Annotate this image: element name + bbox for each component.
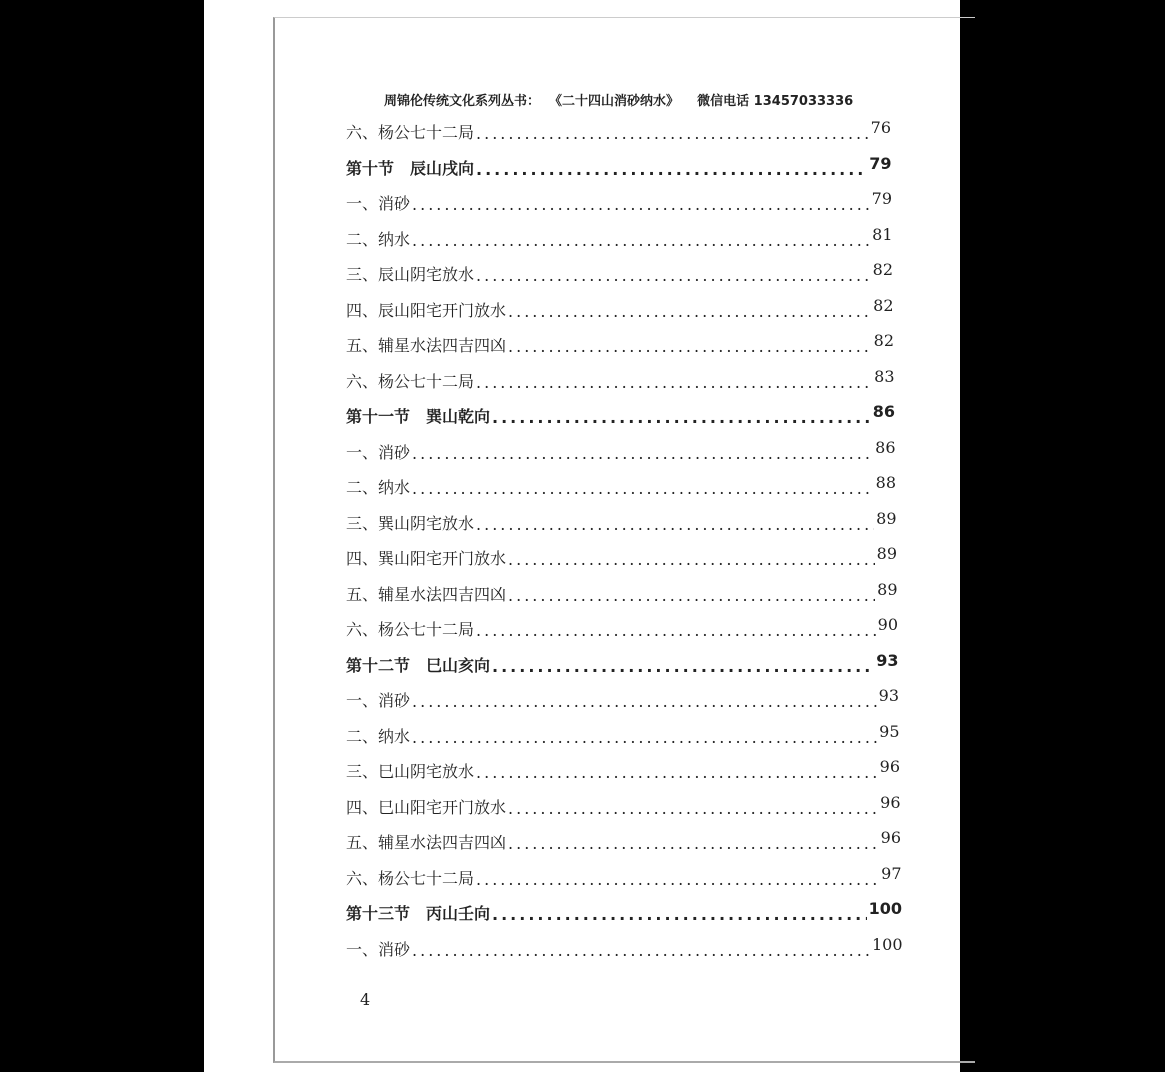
toc-entry bbox=[346, 504, 897, 534]
leader-dots bbox=[476, 160, 867, 179]
leader-dots bbox=[412, 692, 877, 711]
toc-entry bbox=[346, 362, 895, 392]
toc-entry-title: 二、纳水 bbox=[346, 726, 411, 746]
toc-entry bbox=[346, 930, 903, 960]
toc-entry-title: 第十二节 巳山亥向 bbox=[346, 655, 491, 675]
page-number: 4 bbox=[360, 990, 371, 1009]
toc-entry bbox=[346, 468, 896, 498]
leader-dots bbox=[476, 266, 871, 285]
leader-dots bbox=[412, 941, 870, 960]
leader-dots bbox=[476, 515, 874, 534]
toc-entry-title: 四、巳山阳宅开门放水 bbox=[346, 797, 507, 817]
toc-entry bbox=[346, 539, 897, 569]
toc-entry-page: 96 bbox=[880, 828, 901, 847]
toc-entry-page: 76 bbox=[870, 118, 891, 137]
leader-dots bbox=[412, 444, 873, 463]
toc-entry bbox=[346, 575, 898, 605]
toc-entry-title: 六、杨公七十二局 bbox=[346, 123, 475, 142]
toc-entry-page: 97 bbox=[881, 863, 902, 883]
toc-entry-page: 89 bbox=[877, 579, 898, 599]
toc-entry bbox=[346, 788, 901, 818]
toc-entry-title: 六、杨公七十二局 bbox=[346, 620, 475, 639]
toc-entry-page: 89 bbox=[876, 544, 897, 563]
toc-entry bbox=[346, 433, 896, 463]
toc-entry-page: 83 bbox=[874, 366, 895, 386]
toc-section-entry bbox=[346, 149, 892, 179]
toc-entry-page: 86 bbox=[872, 402, 895, 421]
toc-entry-page: 100 bbox=[871, 934, 903, 954]
leader-dots bbox=[476, 373, 872, 392]
toc-entry-page: 81 bbox=[872, 224, 893, 244]
toc-entry bbox=[346, 291, 894, 321]
toc-entry-page: 88 bbox=[875, 473, 896, 492]
toc-entry bbox=[346, 255, 893, 285]
toc-entry-page: 95 bbox=[879, 721, 900, 741]
toc-entry-title: 五、辅星水法四吉四凶 bbox=[346, 833, 507, 852]
leader-dots bbox=[476, 870, 879, 889]
leader-dots bbox=[412, 728, 877, 747]
toc-entry-title: 二、纳水 bbox=[346, 478, 411, 497]
leader-dots bbox=[492, 657, 874, 676]
toc-entry-page: 93 bbox=[876, 650, 899, 670]
leader-dots bbox=[508, 586, 875, 605]
leader-dots bbox=[412, 231, 870, 250]
toc-entry-title: 第十节 辰山戌向 bbox=[346, 158, 475, 178]
toc-entry bbox=[346, 859, 902, 889]
running-header: 周锦伦传统文化系列丛书： 《二十四山消砂纳水》 微信电话 13457033336 bbox=[384, 94, 854, 109]
toc-entry bbox=[346, 717, 900, 747]
toc-entry-title: 四、辰山阳宅开门放水 bbox=[346, 300, 507, 320]
leader-dots bbox=[508, 799, 878, 818]
toc-section-entry bbox=[346, 646, 899, 676]
leader-dots bbox=[508, 337, 872, 356]
document-page bbox=[204, 0, 960, 1072]
leader-dots bbox=[412, 195, 870, 214]
toc-entry-title: 三、辰山阴宅放水 bbox=[346, 265, 475, 284]
toc-entry bbox=[346, 326, 894, 356]
toc-entry-page: 89 bbox=[876, 508, 897, 528]
leader-dots bbox=[508, 834, 879, 853]
toc-entry-page: 79 bbox=[871, 189, 892, 208]
toc-entry-title: 一、消砂 bbox=[346, 442, 411, 462]
toc-entry bbox=[346, 823, 901, 853]
leader-dots bbox=[492, 408, 871, 427]
toc-entry-title: 三、巳山阴宅放水 bbox=[346, 762, 475, 781]
toc-entry-title: 五、辅星水法四吉四凶 bbox=[346, 336, 507, 355]
leader-dots bbox=[476, 763, 878, 782]
toc-section-entry bbox=[346, 894, 902, 924]
toc-entry-title: 一、消砂 bbox=[346, 194, 411, 213]
leader-dots bbox=[492, 905, 867, 924]
toc-entry-page: 82 bbox=[873, 331, 894, 350]
toc-section-entry bbox=[346, 397, 895, 427]
toc-entry-page: 96 bbox=[879, 757, 900, 776]
toc-entry-page: 86 bbox=[875, 437, 896, 457]
toc-entry-page: 79 bbox=[869, 153, 892, 173]
toc-entry bbox=[346, 681, 899, 711]
toc-entry-title: 六、杨公七十二局 bbox=[346, 868, 475, 888]
toc-entry bbox=[346, 184, 892, 214]
toc-entry-title: 三、巽山阴宅放水 bbox=[346, 513, 475, 533]
toc-entry-page: 82 bbox=[872, 260, 893, 279]
toc-entry-page: 90 bbox=[877, 615, 898, 634]
toc-entry-title: 一、消砂 bbox=[346, 939, 411, 959]
toc-entry-title: 五、辅星水法四吉四凶 bbox=[346, 584, 507, 604]
toc-entry-page: 93 bbox=[878, 686, 899, 705]
leader-dots bbox=[508, 302, 871, 321]
leader-dots bbox=[476, 621, 876, 640]
toc-entry-title: 四、巽山阳宅开门放水 bbox=[346, 549, 507, 568]
toc-entry bbox=[346, 220, 893, 250]
toc-entry-title: 六、杨公七十二局 bbox=[346, 371, 475, 391]
toc-entry bbox=[346, 610, 898, 640]
toc-entry bbox=[346, 752, 900, 782]
toc-entry-page: 82 bbox=[873, 295, 894, 315]
toc-entry-page: 100 bbox=[868, 899, 902, 918]
leader-dots bbox=[508, 550, 875, 569]
toc-entry-title: 第十一节 巽山乾向 bbox=[346, 407, 491, 426]
toc-entry bbox=[346, 113, 891, 143]
toc-entry-page: 96 bbox=[880, 792, 901, 812]
toc-entry-title: 一、消砂 bbox=[346, 691, 411, 710]
toc-entry-title: 二、纳水 bbox=[346, 229, 411, 249]
leader-dots bbox=[476, 124, 869, 143]
toc-entry-title: 第十三节 丙山壬向 bbox=[346, 904, 491, 923]
leader-dots bbox=[412, 479, 874, 498]
